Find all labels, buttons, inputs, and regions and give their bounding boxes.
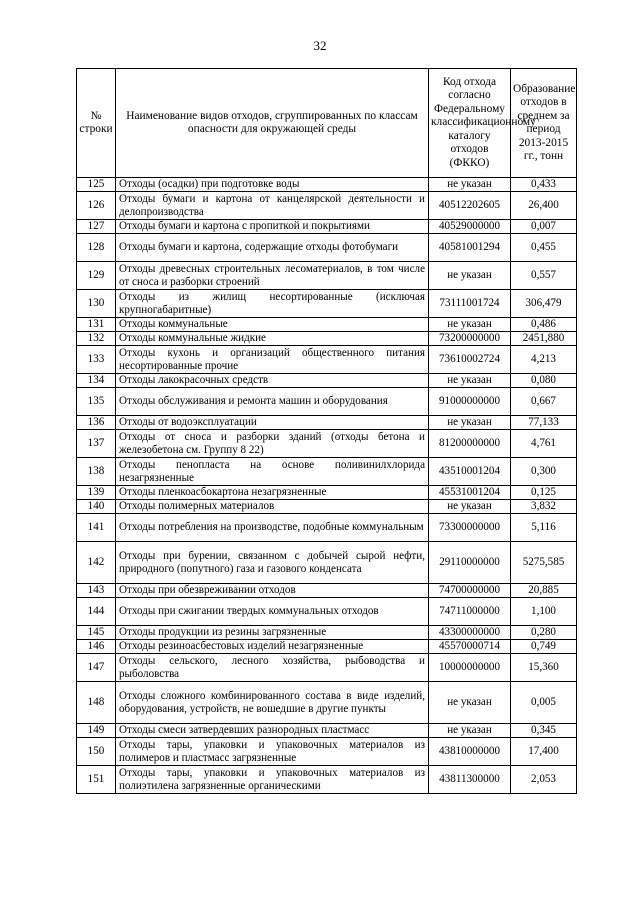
waste-name-cell: Отходы обслуживания и ремонта машин и оборудования (116, 388, 429, 416)
amount-cell: 0,080 (511, 374, 577, 388)
table-body (77, 178, 577, 794)
amount-cell: 26,400 (511, 192, 577, 220)
waste-name-cell: Отходы коммунальные (116, 318, 429, 332)
amount-cell: 0,486 (511, 318, 577, 332)
row-number-cell: 128 (77, 234, 116, 262)
amount-cell: 0,125 (511, 486, 577, 500)
header-fkko-code: Код отхода согласно Федеральному классификационному каталогу отходов (ФККО) (429, 69, 511, 178)
row-number-cell: 136 (77, 416, 116, 430)
row-number-cell: 147 (77, 654, 116, 682)
header-waste-name: Наименование видов отходов, сгруппированных по классам опасности для окружающей среды (116, 69, 429, 178)
table-header-row (77, 69, 577, 178)
row-number-cell: 150 (77, 738, 116, 766)
amount-cell: 2,053 (511, 766, 577, 794)
table-row (77, 430, 577, 458)
waste-name-cell: Отходы кухонь и организаций общественного питания несортированные прочие (116, 346, 429, 374)
table-row (77, 654, 577, 682)
amount-cell: 5,116 (511, 514, 577, 542)
fkko-code-cell: 10000000000 (429, 654, 511, 682)
waste-name-cell: Отходы бумаги и картона от канцелярской деятельности и делопроизводства (116, 192, 429, 220)
waste-name-cell: Отходы смеси затвердевших разнородных пластмасс (116, 724, 429, 738)
table-row (77, 234, 577, 262)
table-row (77, 766, 577, 794)
row-number-cell: 143 (77, 584, 116, 598)
table-row (77, 598, 577, 626)
amount-cell: 5275,585 (511, 542, 577, 584)
fkko-code-cell: 74700000000 (429, 584, 511, 598)
amount-cell: 306,479 (511, 290, 577, 318)
amount-cell: 0,005 (511, 682, 577, 724)
waste-name-cell: Отходы тары, упаковки и упаковочных материалов из полиэтилена загрязненные органическими (116, 766, 429, 794)
row-number-cell: 129 (77, 262, 116, 290)
page-number: 32 (313, 38, 327, 53)
waste-name-cell: Отходы древесных строительных лесоматериалов, в том числе от сноса и разборки строений (116, 262, 429, 290)
row-number-cell: 133 (77, 346, 116, 374)
amount-cell: 0,749 (511, 640, 577, 654)
waste-name-cell: Отходы лакокрасочных средств (116, 374, 429, 388)
fkko-code-cell: 40529000000 (429, 220, 511, 234)
fkko-code-cell: 40581001294 (429, 234, 511, 262)
fkko-code-cell: 73200000000 (429, 332, 511, 346)
table-row (77, 682, 577, 724)
fkko-code-cell: 74711000000 (429, 598, 511, 626)
waste-name-cell: Отходы сельского, лесного хозяйства, рыбоводства и рыболовства (116, 654, 429, 682)
waste-table (76, 68, 577, 794)
row-number-cell: 127 (77, 220, 116, 234)
row-number-cell: 141 (77, 514, 116, 542)
amount-cell: 4,761 (511, 430, 577, 458)
amount-cell: 0,007 (511, 220, 577, 234)
row-number-cell: 130 (77, 290, 116, 318)
fkko-code-cell: не указан (429, 262, 511, 290)
fkko-code-cell: не указан (429, 416, 511, 430)
fkko-code-cell: 45531001204 (429, 486, 511, 500)
amount-cell: 0,345 (511, 724, 577, 738)
waste-name-cell: Отходы тары, упаковки и упаковочных материалов из полимеров и пластмасс загрязненные (116, 738, 429, 766)
amount-cell: 0,280 (511, 626, 577, 640)
waste-name-cell: Отходы при бурении, связанном с добычей сырой нефти, природного (попутного) газа и газового конденсата (116, 542, 429, 584)
fkko-code-cell: 73111001724 (429, 290, 511, 318)
waste-name-cell: Отходы потребления на производстве, подобные коммунальным (116, 514, 429, 542)
table-row (77, 724, 577, 738)
row-number-cell: 144 (77, 598, 116, 626)
row-number-cell: 134 (77, 374, 116, 388)
fkko-code-cell: не указан (429, 374, 511, 388)
row-number-cell: 126 (77, 192, 116, 220)
table-row (77, 640, 577, 654)
waste-name-cell: Отходы продукции из резины загрязненные (116, 626, 429, 640)
row-number-cell: 135 (77, 388, 116, 416)
amount-cell: 0,455 (511, 234, 577, 262)
waste-name-cell: Отходы пленкоасбокартона незагрязненные (116, 486, 429, 500)
waste-name-cell: Отходы бумаги и картона, содержащие отходы фотобумаги (116, 234, 429, 262)
table-row (77, 500, 577, 514)
amount-cell: 2451,880 (511, 332, 577, 346)
table-row (77, 192, 577, 220)
row-number-cell: 140 (77, 500, 116, 514)
waste-name-cell: Отходы (осадки) при подготовке воды (116, 178, 429, 192)
table-row (77, 220, 577, 234)
waste-name-cell: Отходы сложного комбинированного состава в виде изделий, оборудования, устройств, не вошедшие в другие пункты (116, 682, 429, 724)
table-row (77, 388, 577, 416)
waste-name-cell: Отходы от водоэксплуатации (116, 416, 429, 430)
row-number-cell: 131 (77, 318, 116, 332)
waste-name-cell: Отходы из жилищ несортированные (исключая крупногабаритные) (116, 290, 429, 318)
fkko-code-cell: не указан (429, 178, 511, 192)
row-number-cell: 149 (77, 724, 116, 738)
fkko-code-cell: не указан (429, 724, 511, 738)
table-row (77, 262, 577, 290)
fkko-code-cell: не указан (429, 682, 511, 724)
fkko-code-cell: 73300000000 (429, 514, 511, 542)
amount-cell: 20,885 (511, 584, 577, 598)
table-row (77, 346, 577, 374)
table-row (77, 514, 577, 542)
row-number-cell: 142 (77, 542, 116, 584)
waste-name-cell: Отходы от сноса и разборки зданий (отходы бетона и железобетона см. Группу 8 22) (116, 430, 429, 458)
table-row (77, 318, 577, 332)
fkko-code-cell: не указан (429, 318, 511, 332)
waste-name-cell: Отходы коммунальные жидкие (116, 332, 429, 346)
fkko-code-cell: 91000000000 (429, 388, 511, 416)
waste-name-cell: Отходы резиноасбестовых изделий незагрязненные (116, 640, 429, 654)
row-number-cell: 132 (77, 332, 116, 346)
fkko-code-cell: 43811300000 (429, 766, 511, 794)
table-row (77, 374, 577, 388)
table-row (77, 416, 577, 430)
waste-name-cell: Отходы полимерных материалов (116, 500, 429, 514)
amount-cell: 4,213 (511, 346, 577, 374)
table-row (77, 626, 577, 640)
table-row (77, 290, 577, 318)
row-number-cell: 148 (77, 682, 116, 724)
amount-cell: 3,832 (511, 500, 577, 514)
amount-cell: 15,360 (511, 654, 577, 682)
waste-name-cell: Отходы при обезвреживании отходов (116, 584, 429, 598)
table-row (77, 332, 577, 346)
row-number-cell: 137 (77, 430, 116, 458)
fkko-code-cell: 43810000000 (429, 738, 511, 766)
table-row (77, 542, 577, 584)
table-row (77, 486, 577, 500)
row-number-cell: 139 (77, 486, 116, 500)
amount-cell: 0,433 (511, 178, 577, 192)
table-row (77, 738, 577, 766)
fkko-code-cell: 45570000714 (429, 640, 511, 654)
fkko-code-cell: не указан (429, 500, 511, 514)
waste-name-cell: Отходы при сжигании твердых коммунальных отходов (116, 598, 429, 626)
table-row (77, 178, 577, 192)
fkko-code-cell: 43510001204 (429, 458, 511, 486)
fkko-code-cell: 40512202605 (429, 192, 511, 220)
row-number-cell: 125 (77, 178, 116, 192)
amount-cell: 0,300 (511, 458, 577, 486)
row-number-cell: 146 (77, 640, 116, 654)
amount-cell: 0,667 (511, 388, 577, 416)
waste-name-cell: Отходы бумаги и картона с пропиткой и покрытиями (116, 220, 429, 234)
fkko-code-cell: 43300000000 (429, 626, 511, 640)
fkko-code-cell: 81200000000 (429, 430, 511, 458)
table-row (77, 458, 577, 486)
fkko-code-cell: 29110000000 (429, 542, 511, 584)
amount-cell: 0,557 (511, 262, 577, 290)
amount-cell: 1,100 (511, 598, 577, 626)
amount-cell: 17,400 (511, 738, 577, 766)
amount-cell: 77,133 (511, 416, 577, 430)
header-amount: Образование отходов в среднем за период 2013-2015 гг., тонн (511, 69, 577, 178)
row-number-cell: 138 (77, 458, 116, 486)
waste-name-cell: Отходы пенопласта на основе поливинилхлорида незагрязненные (116, 458, 429, 486)
fkko-code-cell: 73610002724 (429, 346, 511, 374)
row-number-cell: 151 (77, 766, 116, 794)
table-row (77, 584, 577, 598)
header-row-number: № строки (77, 69, 116, 178)
row-number-cell: 145 (77, 626, 116, 640)
